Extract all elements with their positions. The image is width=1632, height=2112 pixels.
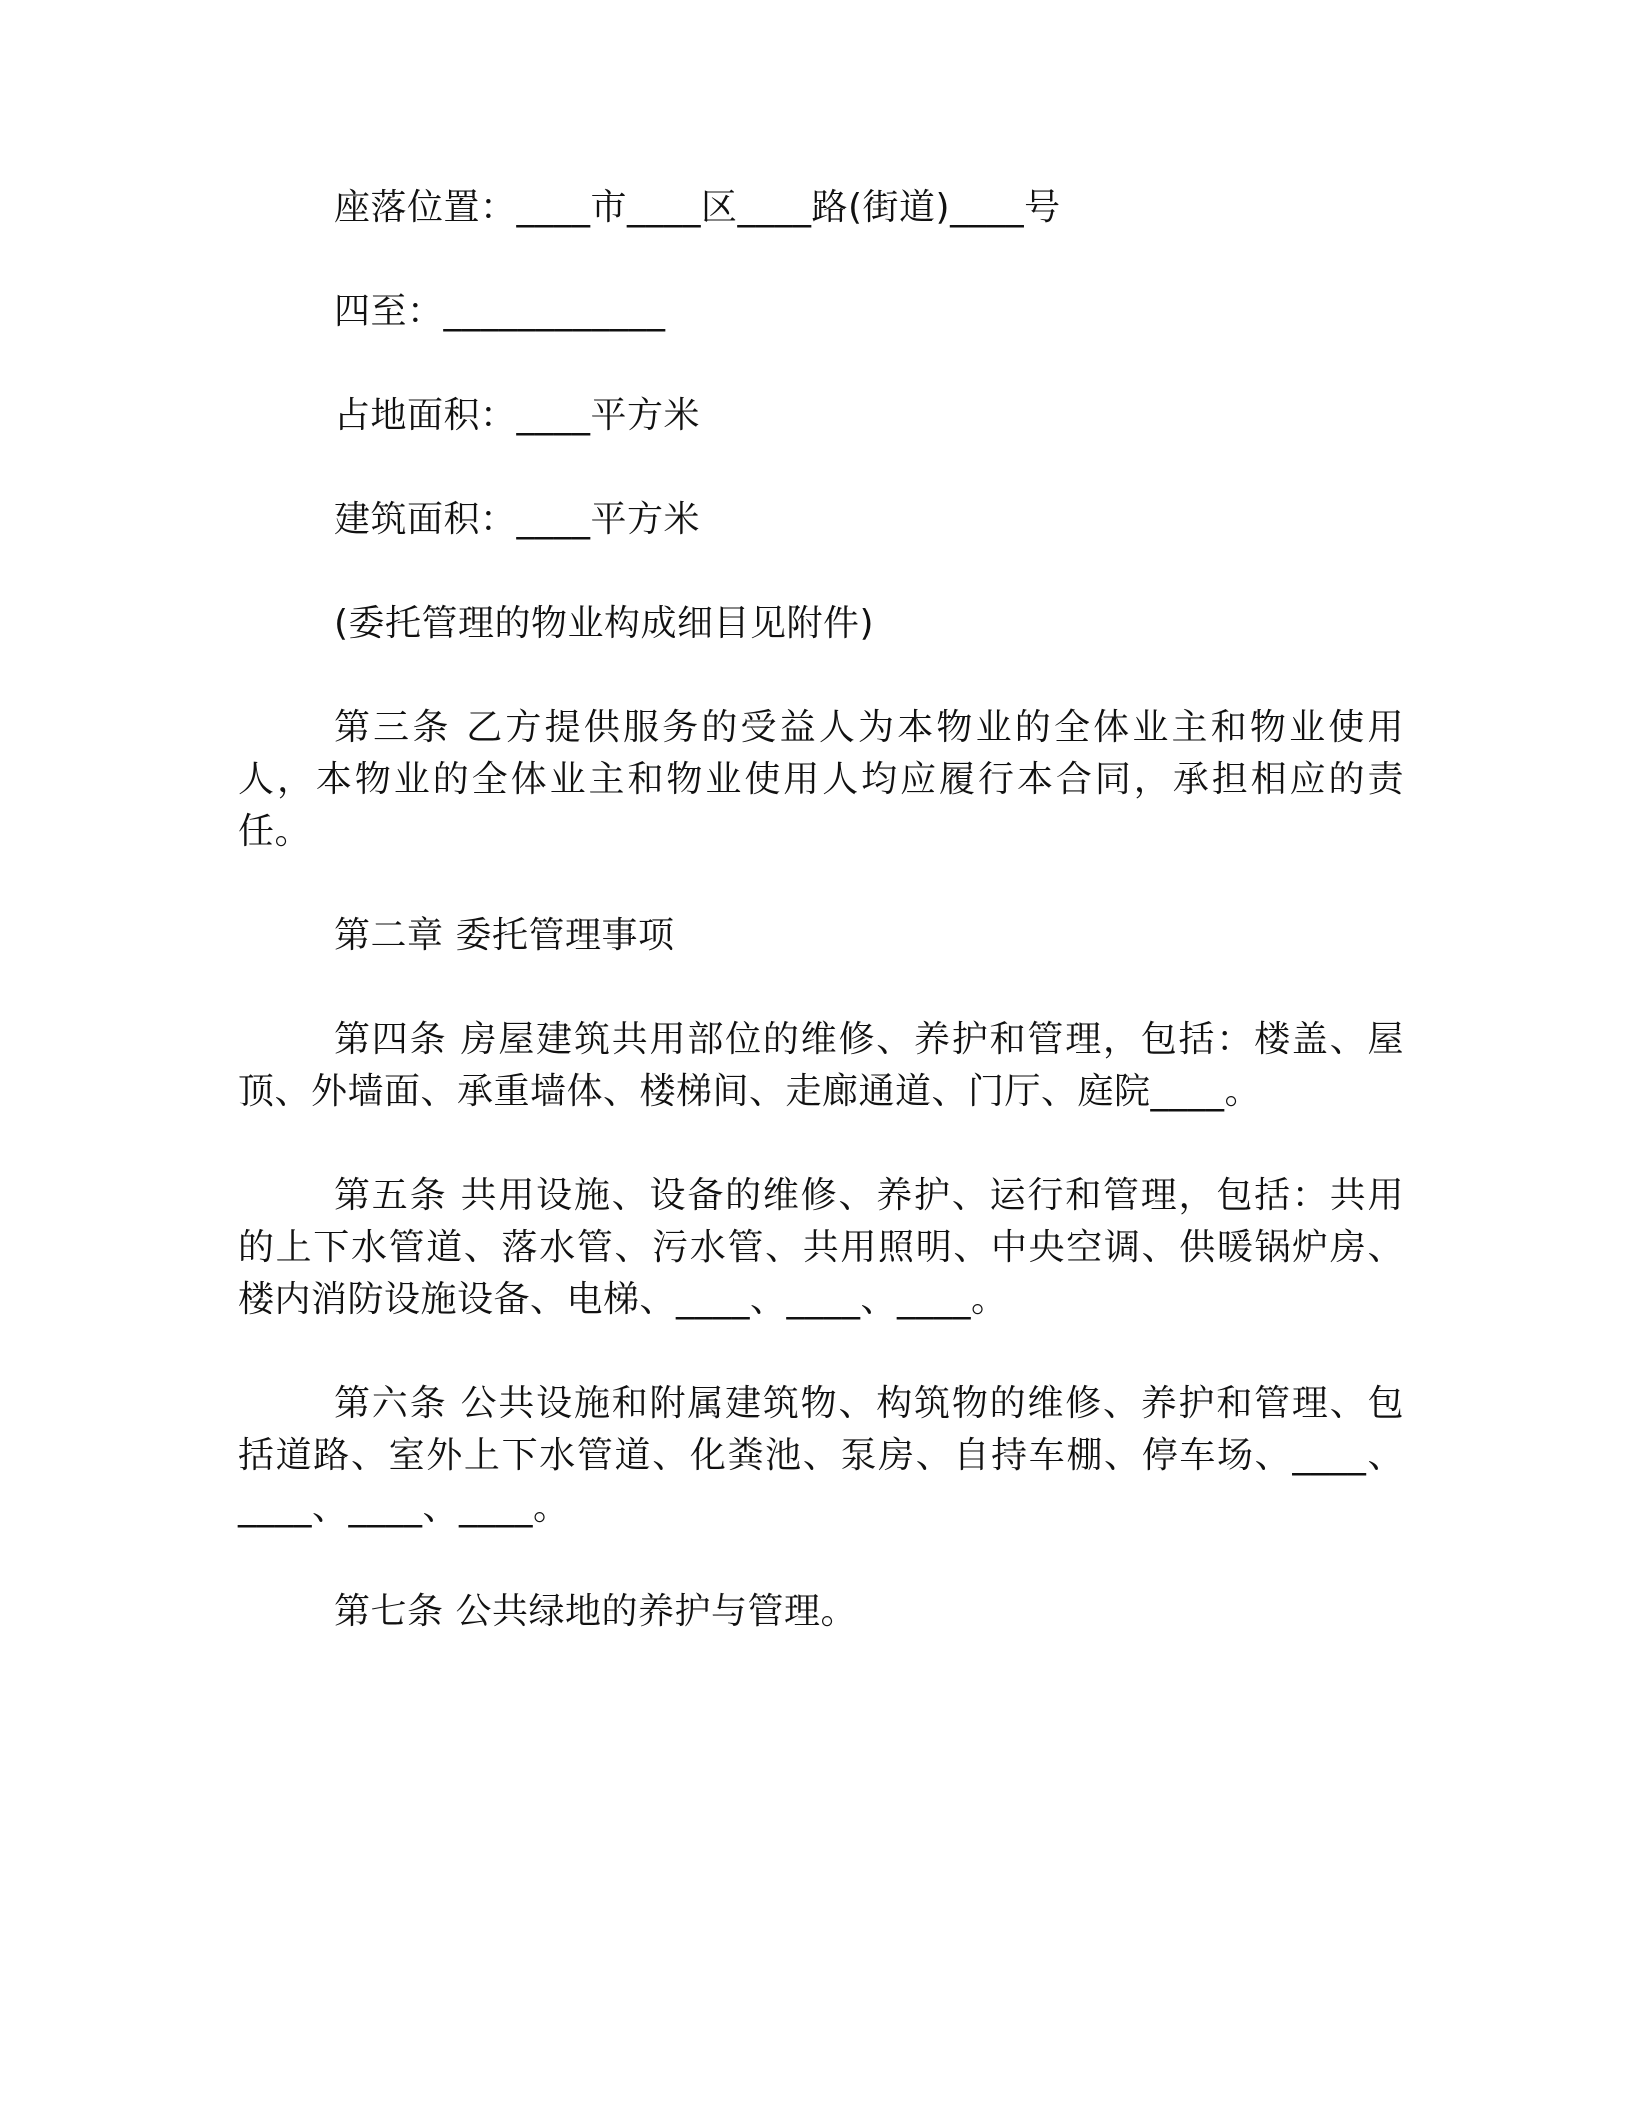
appendix-note: (委托管理的物业构成细目见附件) xyxy=(334,603,875,644)
location-line: 座落位置：____市____区____路(街道)____号 xyxy=(334,187,1061,228)
land-area-line: 占地面积：____平方米 xyxy=(334,395,701,436)
article-7: 第七条 公共绿地的养护与管理。 xyxy=(334,1591,857,1632)
building-area-line: 建筑面积：____平方米 xyxy=(334,499,701,540)
chapter-2-heading: 第二章 委托管理事项 xyxy=(334,915,675,956)
article-5: 第五条 共用设施、设备的维修、养护、运行和管理，包括：共用的上下水管道、落水管、污水管、共用照明、中央空调、供暖锅炉房、楼内消防设施设备、电梯、____、____、____。 xyxy=(238,1175,1404,1320)
boundaries-line: 四至：____________ xyxy=(334,291,666,332)
article-4: 第四条 房屋建筑共用部位的维修、养护和管理，包括：楼盖、屋顶、外墙面、承重墙体、楼梯间、走廊通道、门厅、庭院____。 xyxy=(238,1019,1404,1112)
article-3: 第三条 乙方提供服务的受益人为本物业的全体业主和物业使用人，本物业的全体业主和物业使用人均应履行本合同，承担相应的责任。 xyxy=(238,707,1404,852)
article-6: 第六条 公共设施和附属建筑物、构筑物的维修、养护和管理、包括道路、室外上下水管道、化粪池、泵房、自持车棚、停车场、____、____、____、____。 xyxy=(238,1383,1404,1528)
document-body xyxy=(238,182,1404,1638)
